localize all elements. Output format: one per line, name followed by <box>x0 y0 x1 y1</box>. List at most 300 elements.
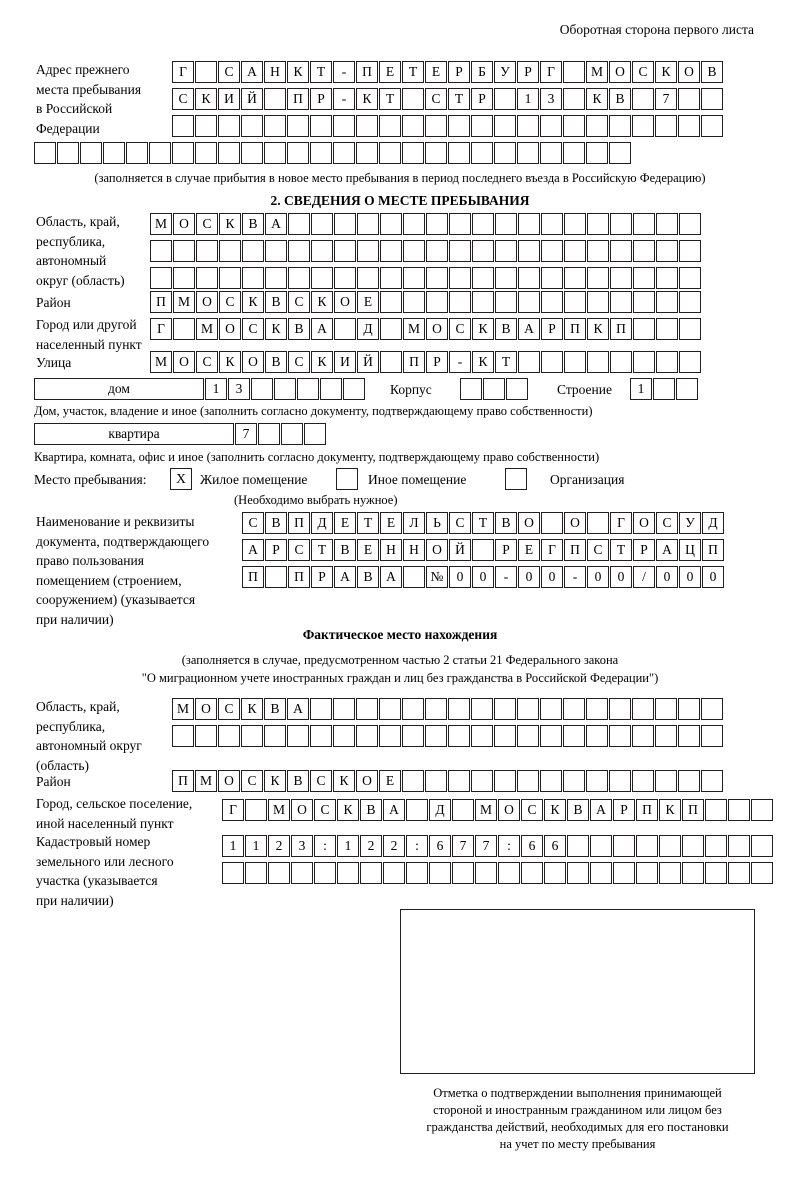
char-cell[interactable]: О <box>609 61 631 83</box>
char-cell[interactable] <box>679 213 701 235</box>
char-cell[interactable] <box>541 512 563 534</box>
char-cell[interactable]: И <box>334 351 356 373</box>
char-cell[interactable]: А <box>334 566 356 588</box>
char-cell[interactable]: В <box>567 799 589 821</box>
char-cell[interactable] <box>356 115 378 137</box>
char-cell[interactable]: О <box>242 351 264 373</box>
char-cell[interactable] <box>656 291 678 313</box>
char-cell[interactable]: М <box>150 213 172 235</box>
char-cell[interactable]: В <box>334 539 356 561</box>
char-cell[interactable] <box>310 115 332 137</box>
char-cell[interactable] <box>245 799 267 821</box>
char-cell[interactable] <box>633 291 655 313</box>
char-cell[interactable] <box>310 698 332 720</box>
char-cell[interactable] <box>653 378 675 400</box>
char-cell[interactable] <box>728 835 750 857</box>
char-cell[interactable] <box>334 267 356 289</box>
char-cell[interactable] <box>380 351 402 373</box>
char-cell[interactable] <box>402 142 424 164</box>
char-cell[interactable]: Р <box>311 566 333 588</box>
char-cell[interactable] <box>506 378 528 400</box>
char-cell[interactable]: А <box>656 539 678 561</box>
char-cell[interactable]: Ц <box>679 539 701 561</box>
char-cell[interactable]: О <box>219 318 241 340</box>
char-cell[interactable] <box>251 378 273 400</box>
korpus-cells[interactable] <box>460 378 529 400</box>
char-cell[interactable] <box>705 862 727 884</box>
char-cell[interactable] <box>172 142 194 164</box>
char-cell[interactable] <box>380 318 402 340</box>
char-cell[interactable]: П <box>564 318 586 340</box>
char-cell[interactable]: П <box>287 88 309 110</box>
char-cell[interactable]: Т <box>311 539 333 561</box>
char-cell[interactable]: К <box>337 799 359 821</box>
char-cell[interactable] <box>379 698 401 720</box>
char-cell[interactable]: Т <box>495 351 517 373</box>
char-cell[interactable] <box>517 142 539 164</box>
char-cell[interactable] <box>679 240 701 262</box>
char-cell[interactable] <box>682 835 704 857</box>
char-cell[interactable] <box>288 213 310 235</box>
char-cell[interactable]: В <box>495 512 517 534</box>
char-cell[interactable]: Й <box>241 88 263 110</box>
char-cell[interactable] <box>333 725 355 747</box>
char-cell[interactable]: О <box>426 539 448 561</box>
char-cell[interactable] <box>195 142 217 164</box>
char-cell[interactable]: К <box>472 318 494 340</box>
char-cell[interactable] <box>241 142 263 164</box>
char-cell[interactable] <box>541 351 563 373</box>
char-cell[interactable] <box>587 240 609 262</box>
char-cell[interactable] <box>564 240 586 262</box>
char-cell[interactable]: О <box>633 512 655 534</box>
char-cell[interactable] <box>633 318 655 340</box>
char-cell[interactable] <box>679 291 701 313</box>
char-cell[interactable]: А <box>242 539 264 561</box>
char-cell[interactable]: 1 <box>245 835 267 857</box>
char-cell[interactable] <box>701 115 723 137</box>
char-cell[interactable] <box>610 351 632 373</box>
char-cell[interactable]: П <box>403 351 425 373</box>
char-cell[interactable] <box>357 267 379 289</box>
char-cell[interactable]: 0 <box>449 566 471 588</box>
char-cell[interactable] <box>705 835 727 857</box>
char-cell[interactable]: В <box>287 770 309 792</box>
char-cell[interactable]: Е <box>379 61 401 83</box>
char-cell[interactable] <box>563 61 585 83</box>
char-cell[interactable] <box>540 115 562 137</box>
char-cell[interactable] <box>586 698 608 720</box>
char-cell[interactable] <box>380 291 402 313</box>
char-cell[interactable] <box>472 267 494 289</box>
char-cell[interactable]: О <box>518 512 540 534</box>
char-cell[interactable]: С <box>425 88 447 110</box>
char-cell[interactable] <box>494 725 516 747</box>
cadastral-row-1[interactable] <box>222 835 774 857</box>
district-row[interactable] <box>150 291 702 313</box>
char-cell[interactable] <box>521 862 543 884</box>
char-cell[interactable] <box>310 725 332 747</box>
char-cell[interactable] <box>172 115 194 137</box>
char-cell[interactable]: М <box>195 770 217 792</box>
char-cell[interactable] <box>564 351 586 373</box>
char-cell[interactable] <box>314 862 336 884</box>
char-cell[interactable] <box>265 566 287 588</box>
char-cell[interactable]: В <box>264 698 286 720</box>
char-cell[interactable] <box>406 799 428 821</box>
char-cell[interactable]: Т <box>610 539 632 561</box>
char-cell[interactable] <box>656 267 678 289</box>
char-cell[interactable]: К <box>242 291 264 313</box>
stamp-box[interactable] <box>400 909 755 1074</box>
char-cell[interactable]: М <box>196 318 218 340</box>
char-cell[interactable] <box>495 240 517 262</box>
char-cell[interactable] <box>452 862 474 884</box>
char-cell[interactable] <box>426 213 448 235</box>
char-cell[interactable] <box>334 318 356 340</box>
char-cell[interactable] <box>287 115 309 137</box>
char-cell[interactable]: К <box>472 351 494 373</box>
char-cell[interactable] <box>567 862 589 884</box>
char-cell[interactable] <box>678 115 700 137</box>
char-cell[interactable]: С <box>521 799 543 821</box>
char-cell[interactable] <box>610 213 632 235</box>
char-cell[interactable]: С <box>242 512 264 534</box>
char-cell[interactable] <box>264 142 286 164</box>
char-cell[interactable] <box>518 351 540 373</box>
char-cell[interactable]: Р <box>310 88 332 110</box>
char-cell[interactable] <box>517 725 539 747</box>
char-cell[interactable] <box>518 267 540 289</box>
char-cell[interactable]: 2 <box>268 835 290 857</box>
city-row[interactable] <box>150 318 702 340</box>
char-cell[interactable] <box>195 61 217 83</box>
char-cell[interactable]: Н <box>264 61 286 83</box>
char-cell[interactable] <box>425 698 447 720</box>
char-cell[interactable] <box>219 267 241 289</box>
char-cell[interactable] <box>728 862 750 884</box>
char-cell[interactable] <box>402 725 424 747</box>
char-cell[interactable] <box>173 240 195 262</box>
prev-address-row-2[interactable] <box>172 88 724 110</box>
house-cells[interactable] <box>205 378 366 400</box>
char-cell[interactable]: С <box>172 88 194 110</box>
char-cell[interactable]: Е <box>357 539 379 561</box>
char-cell[interactable] <box>403 240 425 262</box>
char-cell[interactable]: : <box>406 835 428 857</box>
char-cell[interactable]: С <box>241 770 263 792</box>
char-cell[interactable]: Р <box>633 539 655 561</box>
char-cell[interactable] <box>172 725 194 747</box>
char-cell[interactable]: П <box>682 799 704 821</box>
char-cell[interactable] <box>587 267 609 289</box>
char-cell[interactable]: О <box>196 291 218 313</box>
actual-region-row-1[interactable] <box>172 698 724 720</box>
char-cell[interactable]: С <box>218 698 240 720</box>
char-cell[interactable] <box>218 725 240 747</box>
char-cell[interactable] <box>449 240 471 262</box>
char-cell[interactable]: № <box>426 566 448 588</box>
char-cell[interactable] <box>682 862 704 884</box>
char-cell[interactable] <box>425 725 447 747</box>
char-cell[interactable]: 3 <box>540 88 562 110</box>
char-cell[interactable]: С <box>449 512 471 534</box>
char-cell[interactable]: О <box>678 61 700 83</box>
char-cell[interactable] <box>449 291 471 313</box>
char-cell[interactable]: Ь <box>426 512 448 534</box>
char-cell[interactable] <box>610 291 632 313</box>
char-cell[interactable]: П <box>150 291 172 313</box>
char-cell[interactable] <box>357 240 379 262</box>
char-cell[interactable] <box>728 799 750 821</box>
char-cell[interactable]: П <box>636 799 658 821</box>
char-cell[interactable] <box>494 770 516 792</box>
char-cell[interactable] <box>287 725 309 747</box>
char-cell[interactable] <box>678 88 700 110</box>
char-cell[interactable] <box>380 240 402 262</box>
char-cell[interactable] <box>679 318 701 340</box>
char-cell[interactable]: С <box>632 61 654 83</box>
char-cell[interactable]: Р <box>517 61 539 83</box>
char-cell[interactable] <box>287 142 309 164</box>
char-cell[interactable] <box>471 115 493 137</box>
char-cell[interactable]: Т <box>448 88 470 110</box>
char-cell[interactable] <box>258 423 280 445</box>
char-cell[interactable]: 7 <box>475 835 497 857</box>
char-cell[interactable] <box>701 725 723 747</box>
char-cell[interactable]: 1 <box>337 835 359 857</box>
char-cell[interactable]: Д <box>429 799 451 821</box>
char-cell[interactable]: А <box>380 566 402 588</box>
region-row-1[interactable] <box>150 213 702 235</box>
char-cell[interactable]: О <box>195 698 217 720</box>
char-cell[interactable] <box>471 698 493 720</box>
char-cell[interactable] <box>586 770 608 792</box>
char-cell[interactable] <box>448 115 470 137</box>
char-cell[interactable]: К <box>219 213 241 235</box>
char-cell[interactable]: К <box>655 61 677 83</box>
char-cell[interactable] <box>426 240 448 262</box>
char-cell[interactable]: Е <box>380 512 402 534</box>
char-cell[interactable]: А <box>383 799 405 821</box>
char-cell[interactable] <box>149 142 171 164</box>
char-cell[interactable] <box>471 770 493 792</box>
char-cell[interactable] <box>472 213 494 235</box>
char-cell[interactable] <box>472 240 494 262</box>
char-cell[interactable] <box>701 88 723 110</box>
char-cell[interactable]: Е <box>334 512 356 534</box>
char-cell[interactable]: С <box>310 770 332 792</box>
char-cell[interactable]: Р <box>495 539 517 561</box>
char-cell[interactable]: Г <box>610 512 632 534</box>
char-cell[interactable]: 3 <box>291 835 313 857</box>
char-cell[interactable]: М <box>475 799 497 821</box>
char-cell[interactable] <box>297 378 319 400</box>
char-cell[interactable] <box>540 142 562 164</box>
char-cell[interactable] <box>425 770 447 792</box>
char-cell[interactable] <box>541 240 563 262</box>
prev-address-row-3[interactable] <box>172 115 724 137</box>
char-cell[interactable] <box>633 351 655 373</box>
char-cell[interactable]: С <box>288 539 310 561</box>
char-cell[interactable]: М <box>403 318 425 340</box>
char-cell[interactable]: Е <box>357 291 379 313</box>
char-cell[interactable]: Р <box>541 318 563 340</box>
char-cell[interactable] <box>380 267 402 289</box>
char-cell[interactable] <box>567 835 589 857</box>
char-cell[interactable]: С <box>449 318 471 340</box>
region-row-2[interactable] <box>150 240 702 262</box>
char-cell[interactable]: Д <box>357 318 379 340</box>
char-cell[interactable] <box>196 267 218 289</box>
char-cell[interactable] <box>452 799 474 821</box>
char-cell[interactable] <box>609 142 631 164</box>
char-cell[interactable] <box>264 725 286 747</box>
char-cell[interactable]: Е <box>425 61 447 83</box>
actual-region-row-2[interactable] <box>172 725 724 747</box>
char-cell[interactable] <box>679 267 701 289</box>
char-cell[interactable]: О <box>173 213 195 235</box>
char-cell[interactable] <box>150 240 172 262</box>
char-cell[interactable] <box>311 240 333 262</box>
char-cell[interactable]: В <box>360 799 382 821</box>
char-cell[interactable] <box>494 698 516 720</box>
char-cell[interactable]: У <box>679 512 701 534</box>
char-cell[interactable]: 1 <box>517 88 539 110</box>
char-cell[interactable] <box>265 267 287 289</box>
char-cell[interactable] <box>564 267 586 289</box>
char-cell[interactable] <box>678 725 700 747</box>
char-cell[interactable]: 7 <box>235 423 257 445</box>
char-cell[interactable]: С <box>587 539 609 561</box>
char-cell[interactable] <box>518 213 540 235</box>
prev-address-row-4[interactable] <box>34 142 632 164</box>
char-cell[interactable] <box>587 512 609 534</box>
char-cell[interactable] <box>632 115 654 137</box>
char-cell[interactable]: О <box>173 351 195 373</box>
char-cell[interactable] <box>517 115 539 137</box>
char-cell[interactable]: К <box>264 770 286 792</box>
char-cell[interactable] <box>195 725 217 747</box>
char-cell[interactable]: С <box>288 351 310 373</box>
char-cell[interactable] <box>609 725 631 747</box>
char-cell[interactable] <box>403 291 425 313</box>
char-cell[interactable] <box>241 115 263 137</box>
char-cell[interactable] <box>402 770 424 792</box>
char-cell[interactable] <box>402 698 424 720</box>
char-cell[interactable] <box>471 142 493 164</box>
char-cell[interactable] <box>383 862 405 884</box>
char-cell[interactable] <box>751 835 773 857</box>
char-cell[interactable] <box>337 862 359 884</box>
char-cell[interactable] <box>218 142 240 164</box>
char-cell[interactable] <box>609 115 631 137</box>
char-cell[interactable]: К <box>287 61 309 83</box>
char-cell[interactable] <box>540 770 562 792</box>
char-cell[interactable] <box>460 378 482 400</box>
char-cell[interactable] <box>701 770 723 792</box>
char-cell[interactable]: Т <box>357 512 379 534</box>
char-cell[interactable] <box>541 291 563 313</box>
char-cell[interactable]: И <box>218 88 240 110</box>
char-cell[interactable]: К <box>195 88 217 110</box>
char-cell[interactable] <box>587 213 609 235</box>
char-cell[interactable] <box>379 142 401 164</box>
char-cell[interactable] <box>448 142 470 164</box>
char-cell[interactable] <box>544 862 566 884</box>
char-cell[interactable] <box>173 267 195 289</box>
char-cell[interactable] <box>429 862 451 884</box>
char-cell[interactable]: Г <box>150 318 172 340</box>
char-cell[interactable] <box>475 862 497 884</box>
char-cell[interactable] <box>540 698 562 720</box>
char-cell[interactable] <box>678 698 700 720</box>
char-cell[interactable]: 0 <box>472 566 494 588</box>
char-cell[interactable]: К <box>544 799 566 821</box>
char-cell[interactable]: В <box>265 351 287 373</box>
char-cell[interactable] <box>218 115 240 137</box>
char-cell[interactable]: К <box>587 318 609 340</box>
char-cell[interactable]: Д <box>702 512 724 534</box>
char-cell[interactable] <box>265 240 287 262</box>
char-cell[interactable]: А <box>241 61 263 83</box>
char-cell[interactable] <box>633 267 655 289</box>
char-cell[interactable]: П <box>610 318 632 340</box>
char-cell[interactable]: К <box>356 88 378 110</box>
char-cell[interactable]: : <box>498 835 520 857</box>
char-cell[interactable]: 1 <box>222 835 244 857</box>
char-cell[interactable]: Г <box>172 61 194 83</box>
char-cell[interactable]: В <box>495 318 517 340</box>
char-cell[interactable] <box>494 142 516 164</box>
char-cell[interactable] <box>563 115 585 137</box>
char-cell[interactable]: Й <box>357 351 379 373</box>
char-cell[interactable] <box>540 725 562 747</box>
char-cell[interactable]: М <box>173 291 195 313</box>
char-cell[interactable]: В <box>701 61 723 83</box>
char-cell[interactable]: О <box>218 770 240 792</box>
char-cell[interactable] <box>356 698 378 720</box>
char-cell[interactable]: С <box>218 61 240 83</box>
char-cell[interactable]: Т <box>472 512 494 534</box>
char-cell[interactable]: В <box>242 213 264 235</box>
char-cell[interactable] <box>586 725 608 747</box>
char-cell[interactable]: П <box>172 770 194 792</box>
char-cell[interactable] <box>563 142 585 164</box>
char-cell[interactable] <box>494 115 516 137</box>
char-cell[interactable] <box>448 725 470 747</box>
char-cell[interactable] <box>379 115 401 137</box>
char-cell[interactable]: В <box>265 291 287 313</box>
char-cell[interactable] <box>242 240 264 262</box>
char-cell[interactable]: Г <box>540 61 562 83</box>
char-cell[interactable]: Д <box>311 512 333 534</box>
char-cell[interactable]: Р <box>265 539 287 561</box>
char-cell[interactable]: 0 <box>610 566 632 588</box>
char-cell[interactable] <box>636 862 658 884</box>
char-cell[interactable]: 6 <box>544 835 566 857</box>
char-cell[interactable]: А <box>590 799 612 821</box>
char-cell[interactable] <box>288 240 310 262</box>
char-cell[interactable]: П <box>564 539 586 561</box>
char-cell[interactable]: У <box>494 61 516 83</box>
char-cell[interactable]: В <box>265 512 287 534</box>
char-cell[interactable]: 0 <box>679 566 701 588</box>
char-cell[interactable] <box>245 862 267 884</box>
char-cell[interactable] <box>655 725 677 747</box>
char-cell[interactable] <box>448 698 470 720</box>
char-cell[interactable] <box>406 862 428 884</box>
